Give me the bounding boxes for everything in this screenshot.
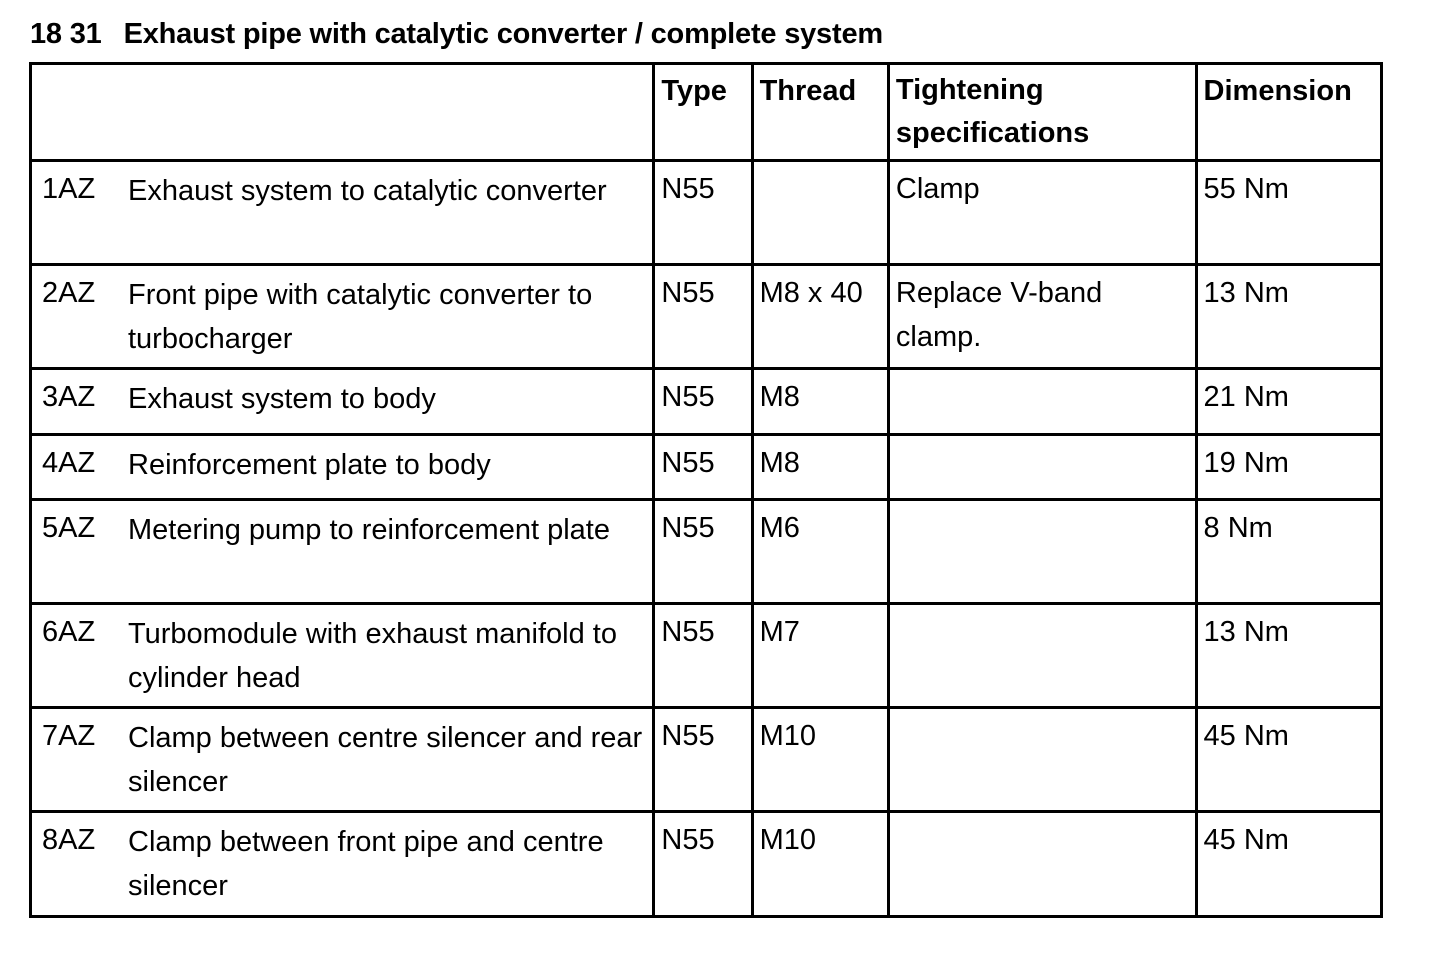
table-row: [31, 500, 1382, 604]
thread-cell: M10: [752, 708, 888, 812]
dimension-cell: 21 Nm: [1196, 369, 1381, 435]
thread-cell: M10: [752, 812, 888, 917]
row-description: Front pipe with catalytic converter to turbocharger: [128, 279, 593, 355]
row-code: 6AZ: [42, 616, 96, 648]
row-description: Clamp between front pipe and centre silencer: [128, 826, 604, 902]
thread-cell: [752, 161, 888, 265]
row-description: Turbomodule with exhaust manifold to cylinder head: [128, 618, 617, 694]
tightening-cell: Replace V-band clamp.: [888, 265, 1196, 369]
thread-cell: M8: [752, 369, 888, 435]
tightening-cell: [888, 708, 1196, 812]
type-cell: N55: [654, 265, 752, 369]
header-description: [31, 64, 654, 161]
row-description: Reinforcement plate to body: [128, 449, 491, 481]
row-code: 2AZ: [42, 277, 96, 309]
row-code: 1AZ: [42, 173, 96, 205]
row-code: 3AZ: [42, 381, 96, 413]
tightening-cell: [888, 604, 1196, 708]
dimension-cell: 13 Nm: [1196, 265, 1381, 369]
row-code: 7AZ: [42, 720, 96, 752]
thread-cell: M8 x 40: [752, 265, 888, 369]
table-row: [31, 161, 1382, 265]
description-cell: [31, 435, 654, 500]
tightening-cell: [888, 500, 1196, 604]
description-cell: [31, 708, 654, 812]
row-description: Exhaust system to body: [128, 383, 436, 415]
row-description: Exhaust system to catalytic converter: [128, 175, 607, 207]
row-code: 8AZ: [42, 824, 96, 856]
section-number: 18 31: [30, 18, 102, 50]
tightening-spec-table: [29, 62, 1383, 918]
table-body: [31, 161, 1382, 917]
description-cell: [31, 369, 654, 435]
dimension-cell: 55 Nm: [1196, 161, 1381, 265]
description-cell: [31, 265, 654, 369]
row-code: 5AZ: [42, 512, 96, 544]
type-cell: N55: [654, 369, 752, 435]
thread-cell: M6: [752, 500, 888, 604]
section-title: Exhaust pipe with catalytic converter / complete system: [123, 18, 883, 50]
tightening-cell: [888, 435, 1196, 500]
type-cell: N55: [654, 604, 752, 708]
thread-cell: M7: [752, 604, 888, 708]
dimension-cell: 19 Nm: [1196, 435, 1381, 500]
header-tightening: Tightening specifications: [888, 64, 1196, 161]
thread-cell: M8: [752, 435, 888, 500]
row-code: 4AZ: [42, 447, 96, 479]
page-title: [30, 18, 883, 51]
tightening-cell: [888, 369, 1196, 435]
row-description: Metering pump to reinforcement plate: [128, 514, 610, 546]
dimension-cell: 45 Nm: [1196, 708, 1381, 812]
table-row: [31, 812, 1382, 917]
tightening-cell: [888, 812, 1196, 917]
header-type: Type: [654, 64, 752, 161]
row-description: Clamp between centre silencer and rear silencer: [128, 722, 643, 798]
table-row: [31, 708, 1382, 812]
header-dimension: Dimension: [1196, 64, 1381, 161]
type-cell: N55: [654, 708, 752, 812]
description-cell: [31, 812, 654, 917]
dimension-cell: 8 Nm: [1196, 500, 1381, 604]
table-header-row: [31, 64, 1382, 161]
type-cell: N55: [654, 812, 752, 917]
dimension-cell: 13 Nm: [1196, 604, 1381, 708]
table-row: [31, 604, 1382, 708]
table-row: [31, 369, 1382, 435]
table-row: [31, 265, 1382, 369]
tightening-cell: Clamp: [888, 161, 1196, 265]
description-cell: [31, 500, 654, 604]
type-cell: N55: [654, 161, 752, 265]
type-cell: N55: [654, 435, 752, 500]
table-row: [31, 435, 1382, 500]
dimension-cell: 45 Nm: [1196, 812, 1381, 917]
header-thread: Thread: [752, 64, 888, 161]
type-cell: N55: [654, 500, 752, 604]
description-cell: [31, 604, 654, 708]
description-cell: [31, 161, 654, 265]
